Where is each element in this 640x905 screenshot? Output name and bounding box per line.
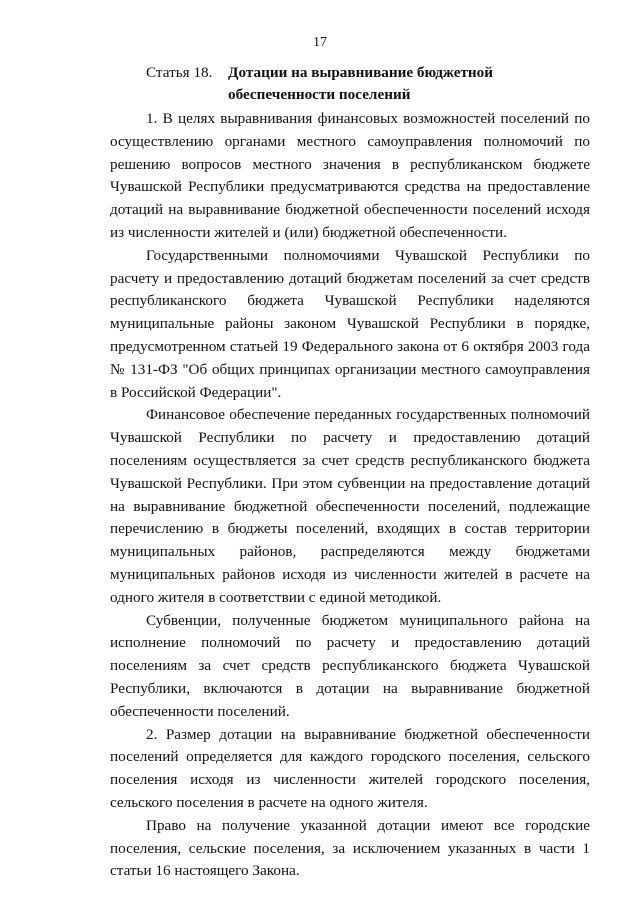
page-number: 17 [313,35,327,50]
paragraph: 1. В целях выравнивания финансовых возможностей поселений по осуществлению органами местного самоуправления полномочий по решению вопросов местного значения в республиканском бюджете Чувашской Республики предусматриваются средства на предоставление дотаций на выравнивание бюджетной обеспеченности поселений исходя из численности жителей и (или) бюджетной обеспеченности. [110,110,590,241]
paragraph: Государственными полномочиями Чувашской Республики по расчету и предоставлению дотаций бюджетам поселений за счет средств республиканского бюджета Чувашской Республики наделяются муниципальные районы законом Чувашской Республики в порядке, предусмотренном статьей 19 Федерального закона от 6 октября 2003 года № 131-ФЗ "Об общих принципах организации местного самоуправления в Российской Федерации". [110,246,590,401]
article-heading [110,62,590,106]
paragraph: Финансовое обеспечение переданных государственных полномочий Чувашской Республики по расчету и предоставлению дотаций поселениям осуществляется за счет средств республиканского бюджета Чувашской Республики. При этом субвенции на предоставление дотаций на выравнивание бюджетной обеспеченности поселений, подлежащие перечислению в бюджеты поселений, входящих в состав территории муниципальных районов, распределяются между бюджетами муниципальных районов исходя из численности жителей в расчете на одного жителя в соответствии с единой методикой. [110,406,590,606]
article-title: Дотации на выравнивание бюджетной обеспеченности поселений [228,64,494,103]
article-label: Статья 18. [146,64,213,81]
document-body [110,62,590,883]
paragraph: 2. Размер дотации на выравнивание бюджетной обеспеченности поселений определяется для каждого городского поселения, сельского поселения исходя из численности жителей городского поселения, сельского поселения в расчете на одного жителя. [110,725,590,811]
paragraph: Право на получение указанной дотации имеют все городские поселения, сельские поселения, за исключением указанных в части 1 статьи 16 настоящего Закона. [110,816,590,880]
paragraph: Субвенции, полученные бюджетом муниципального района на исполнение полномочий по расчету и предоставлению дотаций поселениям за счет средств республиканского бюджета Чувашской Республики, включаются в дотации на выравнивание бюджетной обеспеченности поселений. [110,611,590,720]
